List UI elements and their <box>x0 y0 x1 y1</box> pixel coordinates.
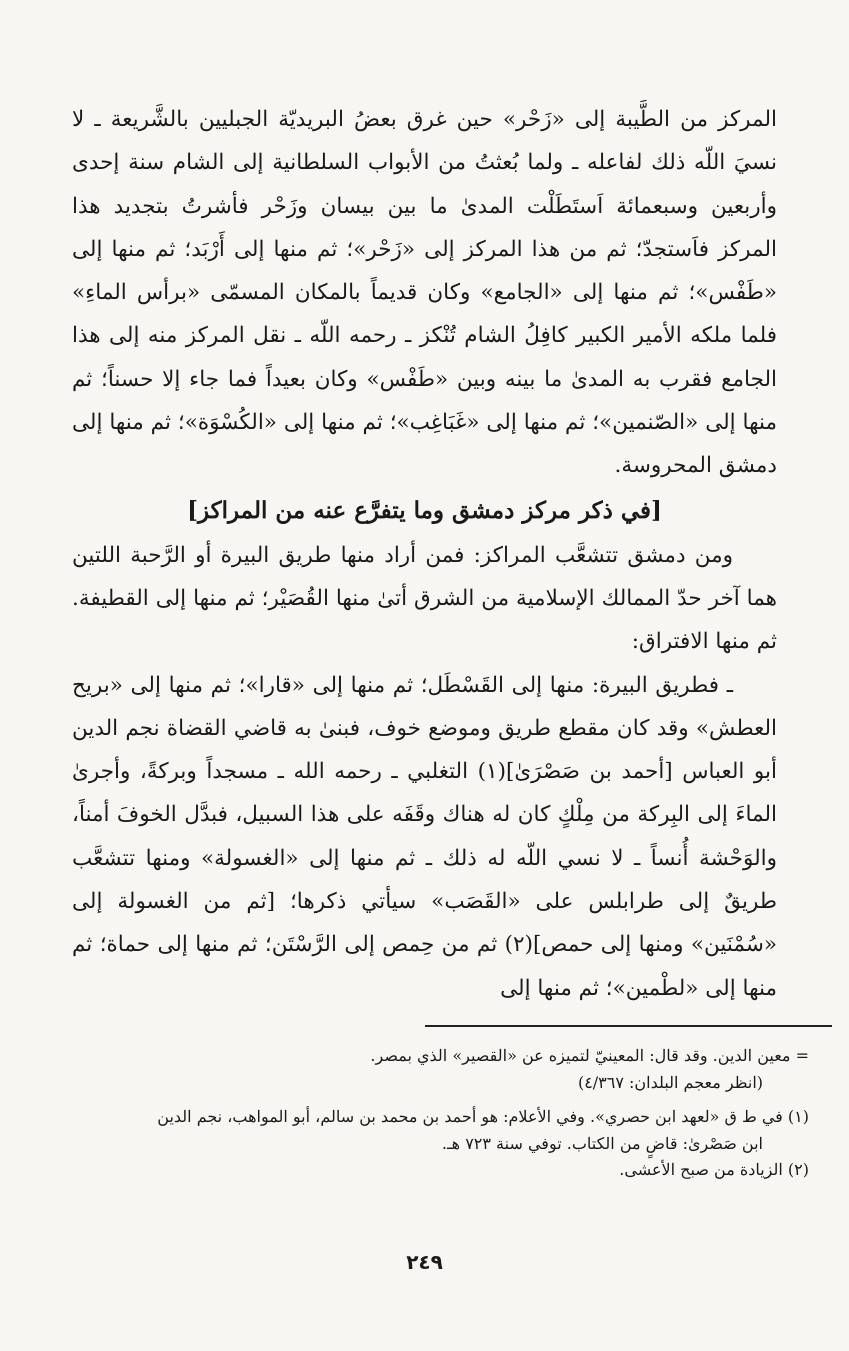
footnotes <box>72 1043 809 1184</box>
footnote-2: (٢) الزيادة من صبح الأعشى. <box>619 1160 809 1179</box>
paragraph-2: ومن دمشق تتشعَّب المراكز: فمن أراد منها طريق البيرة أو الرَّحبة اللتين هما آخر حدّ الممالك الإسلامية من الشرق أتىٰ منها القُصَيْر؛ ثم منها إلى القطيفة. ثم منها الافتراق: <box>72 542 777 655</box>
footnote-continuation-ref: (انظر معجم البلدان: ٤/٣٦٧) <box>577 1072 763 1092</box>
paragraph-3: ـ فطريق البيرة: منها إلى القَسْطَل؛ ثم منها إلى «قارا»؛ ثم منها إلى «بريح العطش» وقد كان مقطع طريق وموضع خوف، فبنىٰ به قاضي القضاة نجم الدين أبو العباس [أحمد بن صَصْرَىٰ](١) التغلبي ـ رحمه الله ـ مسجداً وبركةً، وأجرىٰ الماءَ إلى البِركة من مِلْكٍ كان له هناك وقَفَه على هذا السبيل، فبدَّل الخوفَ أمناً، والوَحْشة أُنساً ـ لا نسي اللّه له ذلك ـ ثم منها إلى «الغسولة» ومنها تتشعَّب طريقٌ إلى طرابلس على «القَصَب» سيأتي ذكرها؛ [ثم من الغسولة إلى «سُمْنَين» ومنها إلى حمص](٢) ثم من حِمص إلى الرَّسْتَن؛ ثم منها إلى حماة؛ ثم منها إلى «لطْمين»؛ ثم منها إلى <box>72 672 777 1001</box>
section-heading: [في ذكر مركز دمشق وما يتفرَّع عنه من المراكز] <box>187 496 662 524</box>
main-text <box>72 98 777 1010</box>
footnote-1-cont: ابن صَصْرىٰ: قاضٍ من الكتاب. توفي سنة ٧٢٣ هـ. <box>441 1133 763 1153</box>
paragraph-1: المركز من الطَّيبة إلى «زَحْر» حين غرق بعضُ البريديّة الجبليين بالشَّريعة ـ لا نسيَ اللّه ذلك لفاعله ـ ولما بُعثتُ من الأبواب السلطانية إلى الشام سنة إحدى وأربعين وسبعمائة اَستَطَلْت المدىٰ ما بين بيسان وزَحْر فأشرتُ بتجديد هذا المركز فاَستجدّ؛ ثم من هذا المركز إلى «زَحْر»؛ ثم منها إلى أَرْبَد؛ ثم منها إلى «طَفْس»؛ ثم منها إلى «الجامع» وكان قديماً بالمكان المسمّى «برأس الماءِ» فلما ملكه الأمير الكبير كافِلُ الشام تُنْكز ـ رحمه اللّه ـ نقل المركز منه إلى هذا الجامع فقرب به المدىٰ ما بينه وبين «طَفْس» وكان بعيداً فما جاء إلا حسناً؛ ثم منها إلى «الصّنمين»؛ ثم منها إلى «غَبَاغِب»؛ ثم منها إلى «الكُسْوَة»؛ ثم منها إلى دمشق المحروسة. <box>72 107 777 479</box>
footnote-1: (١) في ط ق «لعهد ابن حصري». وفي الأعلام: هو أحمد بن محمد بن سالم، أبو المواهب، نجم الدين <box>157 1107 809 1126</box>
footnote-separator <box>425 1025 832 1027</box>
footnote-continuation: = معين الدين. وقد قال: المعينيّ لتميزه عن «القصير» الذي بمصر. <box>370 1046 809 1065</box>
page-number: ٢٤٩ <box>406 1250 443 1274</box>
